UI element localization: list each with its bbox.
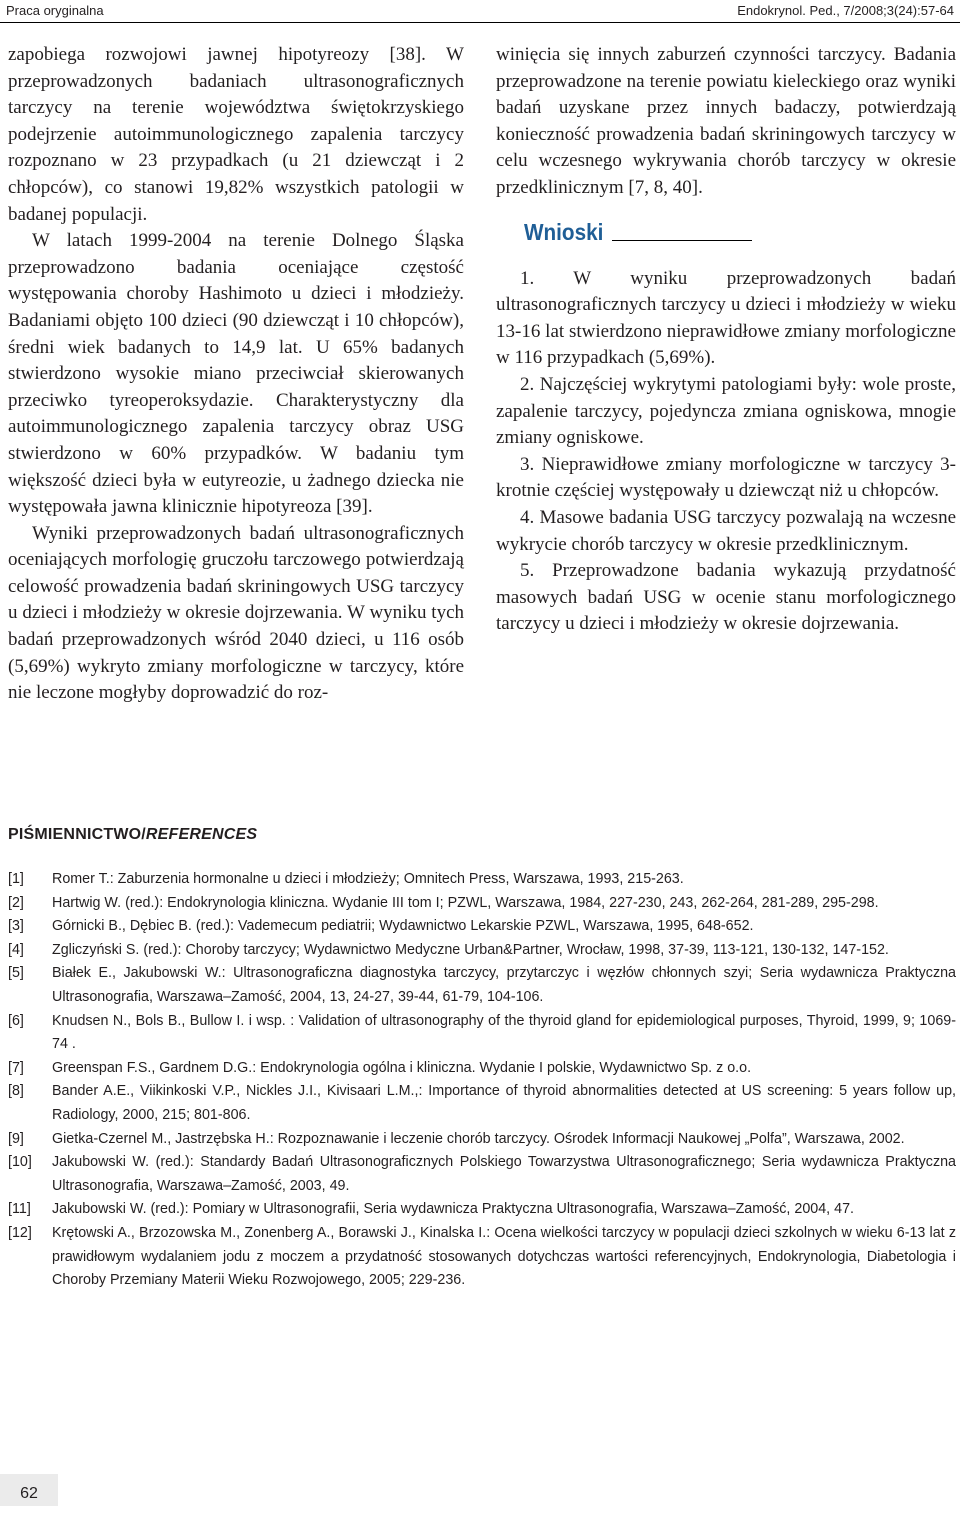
reference-item [8,1151,956,1198]
left-column [8,42,464,707]
reference-text: Bander A.E., Viikinkoski V.P., Nickles J.I., Kivisaari L.M.,: Importance of thyroid abnormalities detected at US screening: 5 years follow up, Radiology, 2000, 215; 801-806. [52,1083,956,1123]
section-title: Wnioski [524,218,604,245]
right-column [496,42,956,638]
reference-number: [1] [8,871,24,887]
references-heading [8,826,257,844]
reference-number: [12] [8,1224,32,1241]
reference-item [8,1198,956,1222]
reference-text: Hartwig W. (red.): Endokrynologia kliniczna. Wydanie III tom I; PZWL, Warszawa, 1984, 227-230, 243, 262-264, 281-289, 295-298. [52,894,879,911]
references-heading-italic: REFERENCES [145,826,258,843]
reference-number: [5] [8,965,24,982]
reference-item [8,915,956,939]
reference-text: Jakubowski W. (red.): Pomiary w Ultrasonografii, Seria wydawnicza Praktyczna Ultrasonografia, Warszawa–Zamość, 2004, 47. [52,1201,854,1218]
reference-number: [11] [8,1201,31,1218]
reference-text: Jakubowski W. (red.): Standardy Badań Ultrasonograficznych Polskiego Towarzystwa Ultrasonograficznego; Seria wydawnicza Praktyczna Ultrasonografia, Warszawa–Zamość, 2003, 49. [52,1154,956,1194]
body-paragraph: winięcia się innych zaburzeń czynności tarczycy. Badania przeprowadzone na terenie powiatu kieleckiego oraz wyniki badań uzyskane przez innych badaczy, potwierdzają konieczność prowadzenia badań skriningowych tarczycy w celu wczesnego wykrywania chorób tarczycy w okresie przedklinicznym [7, 8, 40]. [496,44,956,198]
heading-rule [612,240,752,241]
reference-number: [8] [8,1083,24,1100]
reference-item [8,962,956,1009]
reference-item [8,1080,956,1127]
reference-item [8,1057,956,1081]
reference-item [8,1128,956,1152]
reference-item [8,868,956,892]
reference-text: Greenspan F.S., Gardnem D.G.: Endokrynologia ogólna i kliniczna. Wydanie I polskie, Wydawnictwo Sp. z o.o. [52,1059,752,1076]
page-number: 62 [0,1474,58,1506]
reference-number: [6] [8,1012,24,1029]
reference-text: Górnicki B., Dębiec B. (red.): Vademecum pediatrii; Wydawnictwo Lekarskie PZWL, Warszawa, 1995, 648-652. [52,918,754,935]
reference-item [8,939,956,963]
reference-text: Białek E., Jakubowski W.: Ultrasonograficzna diagnostyka tarczycy, przytarczyc i węzłów chłonnych szyi; Seria wydawnicza Praktyczna Ultrasonografia, Warszawa–Zamość, 2004, 13, 24-27, 39-44, 61-79, 104-106. [52,965,956,1005]
reference-number: [4] [8,941,24,958]
reference-item [8,1222,956,1293]
body-paragraph: Wyniki przeprowadzonych badań ultrasonograficznych oceniających morfologię gruczołu tarczowego potwierdzają celowość prowadzenia badań skriningowych USG tarczycy u dzieci i młodzieży w okresie dojrzewania. W wyniku tych badań przeprowadzonych wśród 2040 dzieci, u 116 osób (5,69%) wykryto zmiany morfologiczne w tarczycy, które nie leczone mogłyby doprowadzić do roz- [8,522,464,704]
conclusion-item: 3. Nieprawidłowe zmiany morfologiczne w tarczycy 3-krotnie częściej występowały u dziewcząt niż u chłopców. [496,453,956,502]
references-list [8,868,956,1293]
journal-citation: Endokrynol. Ped., 7/2008;3(24):57-64 [737,3,954,18]
reference-number: [3] [8,918,24,935]
reference-text: Gietka-Czernel M., Jastrzębska H.: Rozpoznawanie i leczenie chorób tarczycy. Ośrodek Informacji Naukowej „Polfa”, Warszawa, 2002. [52,1130,905,1147]
reference-text: Zgliczyński S. (red.): Choroby tarczycy; Wydawnictwo Medyczne Urban&Partner, Wrocław, 1998, 37-39, 113-121, 130-132, 147-152. [52,941,889,958]
reference-item [8,1010,956,1057]
body-paragraph: W latach 1999-2004 na terenie Dolnego Śląska przeprowadzono badania oceniające częstość występowania choroby Hashimoto u dzieci i młodzieży. Badaniami objęto 100 dzieci (90 dziewcząt i 10 chłopców), średni wiek badanych to 14,9 lat. U 65% badanych stwierdzono wysokie miano przeciwciał skierowanych przeciwko tyreoperoksydazie. Charakterystyczny dla autoimmunologicznego zapalenia tarczycy obraz USG stwierdzono w 60% przypadków. W badaniu tym większość dzieci była w eutyreozie, u żadnego dziecka nie występowała jawna klinicznie hipotyreoza [39]. [8,230,464,518]
conclusions-heading [524,218,956,246]
header-rule [0,22,960,23]
reference-number: [7] [8,1059,24,1076]
conclusion-item: 5. Przeprowadzone badania wykazują przydatność masowych badań USG w ocenie stanu morfologicznego tarczycy u dzieci i młodzieży w okresie dojrzewania. [496,560,956,635]
body-paragraph: zapobiega rozwojowi jawnej hipotyreozy [38]. W przeprowadzonych badaniach ultrasonograficznych tarczycy na terenie województwa świętokrzyskiego podejrzenie autoimmunologicznego zapalenia tarczycy rozpoznano w 23 przypadkach (u 21 dziewcząt i 2 chłopców), co stanowi 19,82% wszystkich patologii w badanej populacji. [8,44,464,225]
article-type-label: Praca oryginalna [6,3,104,18]
references-heading-main: PIŚMIENNICTWO/ [8,826,146,843]
reference-item [8,892,956,916]
reference-number: [9] [8,1130,24,1147]
conclusion-item: 4. Masowe badania USG tarczycy pozwalają na wczesne wykrycie chorób tarczycy w okresie przedklinicznym. [496,506,956,555]
reference-text: Krętowski A., Brzozowska M., Zonenberg A., Borawski J., Kinalska I.: Ocena wielkości tarczycy w populacji dzieci szkolnych w wieku 6-13 lat z prawidłowym wydalaniem jodu z moczem a przydatność stosowanych dotychczas wartości referencyjnych, Endokrynologia, Diabetologia i Choroby Przemiany Materii Wieku Rozwojowego, 2005; 229-236. [52,1224,956,1289]
reference-number: [10] [8,1154,32,1171]
conclusion-item: 2. Najczęściej wykrytymi patologiami były: wole proste, zapalenie tarczycy, pojedyncza zmiana ogniskowa, mnogie zmiany ogniskowe. [496,373,956,449]
reference-text: Romer T.: Zaburzenia hormonalne u dzieci i młodzieży; Omnitech Press, Warszawa, 1993, 215-263. [52,871,684,887]
reference-number: [2] [8,894,24,911]
conclusion-item: 1. W wyniku przeprowadzonych badań ultrasonograficznych tarczycy u dzieci i młodzieży w wieku 13-16 lat stwierdzono nieprawidłowe zmiany morfologiczne w 116 przypadkach (5,69%). [496,267,956,369]
reference-text: Knudsen N., Bols B., Bullow I. i wsp. : Validation of ultrasonography of the thyroid gland for epidemiological purposes, Thyroid, 1999, 9; 1069-74 . [52,1012,956,1053]
running-header [0,0,960,22]
